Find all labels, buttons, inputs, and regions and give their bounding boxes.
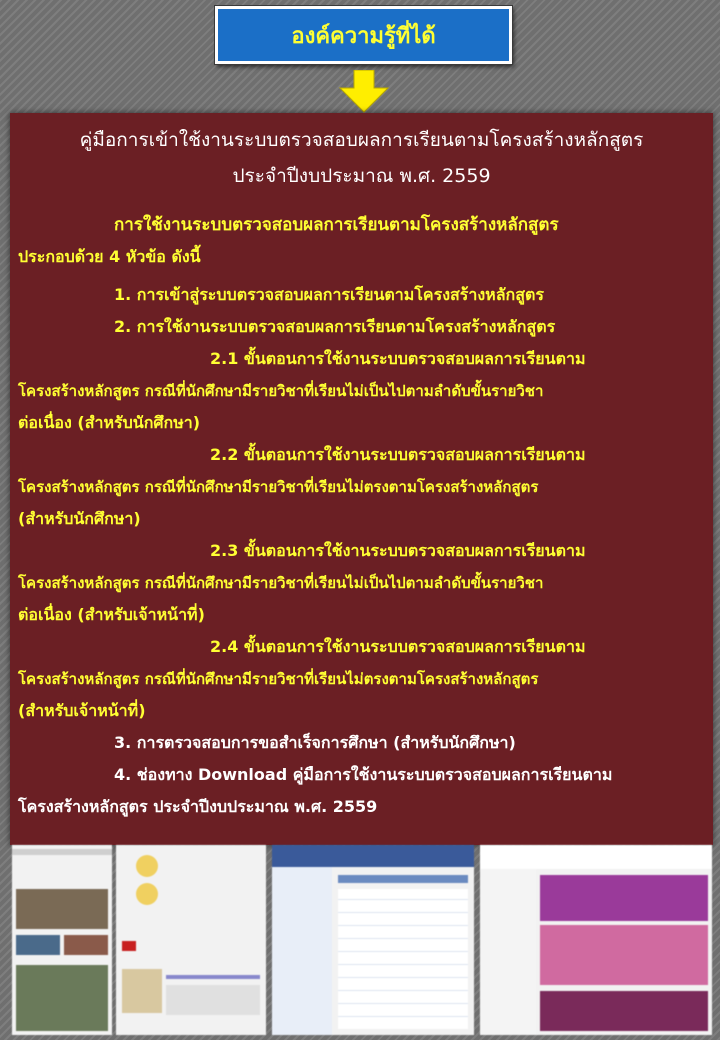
thumbnail-registration-system	[272, 845, 474, 1035]
item-2: 2. การใช้งานระบบตรวจสอบผลการเรียนตามโครงสร้างหลักสูตร	[114, 317, 556, 336]
thumbnail-university-website	[480, 845, 712, 1035]
intro-line1: การใช้งานระบบตรวจสอบผลการเรียนตามโครงสร้างหลักสูตร	[114, 215, 559, 235]
sub-item-2-4-line1: 2.4 ขั้นตอนการใช้งานระบบตรวจสอบผลการเรียนตาม	[210, 637, 586, 656]
header-banner	[215, 6, 512, 64]
item-4-line2: โครงสร้างหลักสูตร ประจำปีงบประมาณ พ.ศ. 2559	[18, 797, 378, 816]
panel-title-line1: คู่มือการเข้าใช้งานระบบตรวจสอบผลการเรียนตามโครงสร้างหลักสูตร	[79, 129, 644, 151]
sub-item-2-4-line2: โครงสร้างหลักสูตร กรณีที่นักศึกษามีรายวิชาที่เรียนไม่ตรงตามโครงสร้างหลักสูตร	[18, 670, 539, 688]
sub-item-2-1-line2: โครงสร้างหลักสูตร กรณีที่นักศึกษามีรายวิชาที่เรียนไม่เป็นไปตามลำดับขั้นรายวิชา	[18, 382, 544, 400]
intro-line2: ประกอบด้วย 4 หัวข้อ ดังนี้	[18, 247, 201, 266]
sub-item-2-4-line3: (สำหรับเจ้าหน้าที่)	[18, 701, 146, 720]
sub-item-2-3-line2: โครงสร้างหลักสูตร กรณีที่นักศึกษามีรายวิชาที่เรียนไม่เป็นไปตามลำดับขั้นรายวิชา	[18, 574, 544, 592]
sub-item-2-1-line3: ต่อเนื่อง (สำหรับนักศึกษา)	[18, 413, 201, 432]
item-3: 3. การตรวจสอบการขอสำเร็จการศึกษา (สำหรับนักศึกษา)	[114, 733, 516, 752]
sub-item-2-3-line3: ต่อเนื่อง (สำหรับเจ้าหน้าที่)	[18, 605, 205, 624]
panel-title-line2: ประจำปีงบประมาณ พ.ศ. 2559	[232, 165, 491, 187]
sub-item-2-2-line2: โครงสร้างหลักสูตร กรณีที่นักศึกษามีรายวิชาที่เรียนไม่ตรงตามโครงสร้างหลักสูตร	[18, 478, 539, 496]
item-1: 1. การเข้าสู่ระบบตรวจสอบผลการเรียนตามโครงสร้างหลักสูตร	[114, 285, 544, 304]
thumbnail-facebook-photos	[12, 845, 112, 1035]
header-title: องค์ความรู้ที่ได้	[291, 23, 436, 49]
thumbnail-facebook-post	[116, 845, 266, 1035]
sub-item-2-2-line3: (สำหรับนักศึกษา)	[18, 509, 141, 528]
screenshot-thumbnails	[0, 845, 720, 1040]
sub-item-2-2-line1: 2.2 ขั้นตอนการใช้งานระบบตรวจสอบผลการเรียนตาม	[210, 445, 586, 464]
sub-item-2-3-line1: 2.3 ขั้นตอนการใช้งานระบบตรวจสอบผลการเรียนตาม	[210, 541, 586, 560]
item-4-line1: 4. ช่องทาง Download คู่มือการใช้งานระบบตรวจสอบผลการเรียนตาม	[114, 765, 613, 784]
sub-item-2-1-line1: 2.1 ขั้นตอนการใช้งานระบบตรวจสอบผลการเรียนตาม	[210, 349, 586, 368]
content-panel	[10, 113, 713, 845]
down-arrow-icon	[338, 70, 390, 114]
